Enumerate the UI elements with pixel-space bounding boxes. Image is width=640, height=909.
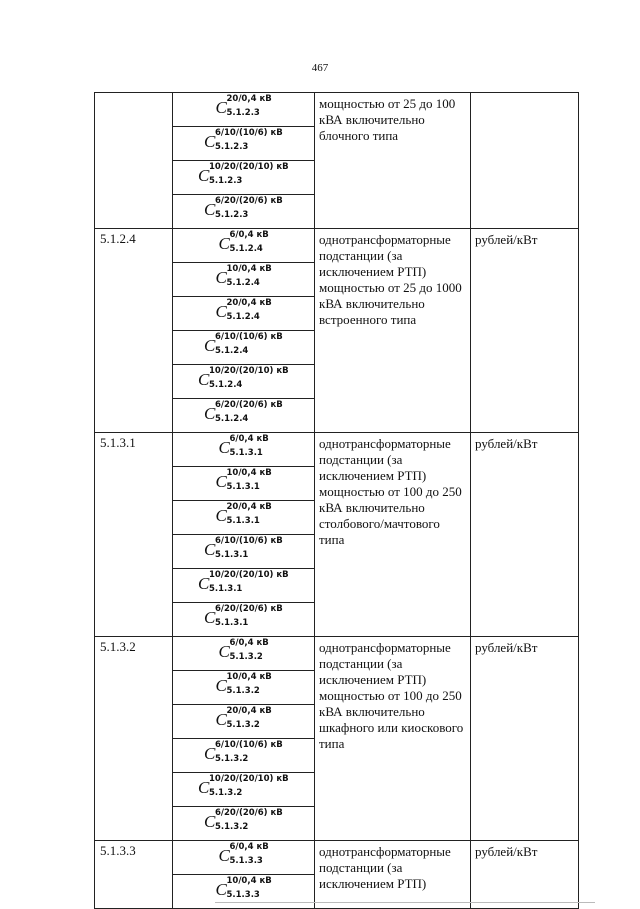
rate-symbol <box>175 127 313 155</box>
symbol-letter: C <box>218 234 230 253</box>
table-row <box>95 637 579 671</box>
rate-symbol-cell <box>173 195 315 229</box>
symbol-letter: C <box>215 710 227 729</box>
rate-symbol-cell <box>173 229 315 263</box>
symbol-superscript: 10/20/(20/10) кВ <box>209 570 289 580</box>
table-row <box>95 229 579 263</box>
symbol-subscript: 5.1.3.2 <box>215 754 249 764</box>
rate-symbol <box>175 433 313 461</box>
rate-symbol-cell <box>173 161 315 195</box>
symbol-subscript: 5.1.2.4 <box>215 346 249 356</box>
symbol-superscript: 6/20/(20/6) кВ <box>215 196 283 206</box>
rate-symbol-cell <box>173 127 315 161</box>
rate-symbol-cell <box>173 297 315 331</box>
rate-symbol <box>175 365 313 393</box>
symbol-subscript: 5.1.3.1 <box>215 550 249 560</box>
rate-symbol <box>175 569 313 597</box>
table-row <box>95 841 579 875</box>
symbol-letter: C <box>218 846 230 865</box>
symbol-subscript: 5.1.2.4 <box>215 414 249 424</box>
symbol-subscript: 5.1.3.2 <box>215 822 249 832</box>
rate-symbol-cell <box>173 739 315 773</box>
rate-symbol <box>175 875 313 903</box>
rate-symbol-cell <box>173 569 315 603</box>
item-code: 5.1.3.2 <box>95 637 173 841</box>
symbol-letter: C <box>215 506 227 525</box>
rate-symbol <box>175 263 313 291</box>
item-code <box>95 93 173 229</box>
symbol-superscript: 10/0,4 кВ <box>226 672 272 682</box>
symbol-letter: C <box>215 676 227 695</box>
rate-symbol-cell <box>173 433 315 467</box>
rate-symbol <box>175 705 313 733</box>
rate-symbol-cell <box>173 399 315 433</box>
symbol-subscript: 5.1.2.4 <box>226 278 260 288</box>
item-unit <box>471 93 579 229</box>
rate-symbol-cell <box>173 875 315 909</box>
item-description: мощностью от 25 до 100 кВА включительно блочного типа <box>315 93 471 229</box>
rate-symbol-cell <box>173 671 315 705</box>
item-code: 5.1.2.4 <box>95 229 173 433</box>
rate-symbol-cell <box>173 535 315 569</box>
symbol-letter: C <box>215 268 227 287</box>
rate-symbol-cell <box>173 841 315 875</box>
symbol-subscript: 5.1.3.2 <box>229 652 263 662</box>
item-description: однотрансформаторные подстанции (за исключением РТП) мощностью от 25 до 1000 кВА включительно встроенного типа <box>315 229 471 433</box>
symbol-subscript: 5.1.2.3 <box>226 108 260 118</box>
symbol-subscript: 5.1.2.3 <box>209 176 243 186</box>
rate-symbol-cell <box>173 773 315 807</box>
symbol-superscript: 6/20/(20/6) кВ <box>215 808 283 818</box>
rate-symbol <box>175 807 313 835</box>
symbol-letter: C <box>204 812 216 831</box>
rate-symbol <box>175 841 313 869</box>
symbol-letter: C <box>198 166 210 185</box>
symbol-subscript: 5.1.2.4 <box>209 380 243 390</box>
rate-symbol <box>175 93 313 121</box>
symbol-subscript: 5.1.2.4 <box>226 312 260 322</box>
symbol-superscript: 10/0,4 кВ <box>226 264 272 274</box>
symbol-subscript: 5.1.2.3 <box>215 142 249 152</box>
symbol-superscript: 6/0,4 кВ <box>229 842 269 852</box>
symbol-subscript: 5.1.3.1 <box>226 482 260 492</box>
symbol-letter: C <box>204 608 216 627</box>
symbol-superscript: 6/10/(10/6) кВ <box>215 740 283 750</box>
symbol-letter: C <box>204 744 216 763</box>
symbol-letter: C <box>204 404 216 423</box>
rate-symbol-cell <box>173 93 315 127</box>
symbol-letter: C <box>218 438 230 457</box>
symbol-superscript: 20/0,4 кВ <box>226 502 272 512</box>
item-code: 5.1.3.1 <box>95 433 173 637</box>
symbol-superscript: 20/0,4 кВ <box>226 706 272 716</box>
rate-symbol <box>175 671 313 699</box>
symbol-subscript: 5.1.3.1 <box>209 584 243 594</box>
item-description: однотрансформаторные подстанции (за исключением РТП) мощностью от 100 до 250 кВА включительно столбового/мачтового типа <box>315 433 471 637</box>
symbol-subscript: 5.1.3.1 <box>226 516 260 526</box>
item-unit: рублей/кВт <box>471 841 579 909</box>
rate-symbol <box>175 739 313 767</box>
symbol-subscript: 5.1.2.3 <box>215 210 249 220</box>
symbol-letter: C <box>198 778 210 797</box>
item-unit: рублей/кВт <box>471 637 579 841</box>
rate-symbol-cell <box>173 603 315 637</box>
symbol-superscript: 20/0,4 кВ <box>226 94 272 104</box>
symbol-subscript: 5.1.3.1 <box>215 618 249 628</box>
symbol-subscript: 5.1.3.2 <box>226 686 260 696</box>
rate-symbol-cell <box>173 501 315 535</box>
symbol-letter: C <box>215 472 227 491</box>
rate-symbol <box>175 399 313 427</box>
rate-symbol-cell <box>173 365 315 399</box>
page-number: 467 <box>311 62 329 74</box>
item-code: 5.1.3.3 <box>95 841 173 909</box>
rate-symbol-cell <box>173 807 315 841</box>
rate-symbol <box>175 229 313 257</box>
symbol-superscript: 6/0,4 кВ <box>229 230 269 240</box>
item-description: однотрансформаторные подстанции (за исключением РТП) <box>315 841 471 909</box>
symbol-letter: C <box>198 574 210 593</box>
rate-symbol <box>175 603 313 631</box>
rate-symbol <box>175 637 313 665</box>
symbol-letter: C <box>204 132 216 151</box>
table-row <box>95 433 579 467</box>
item-description: однотрансформаторные подстанции (за исключением РТП) мощностью от 100 до 250 кВА включительно шкафного или киоскового типа <box>315 637 471 841</box>
rate-symbol <box>175 773 313 801</box>
symbol-superscript: 6/10/(10/6) кВ <box>215 128 283 138</box>
symbol-superscript: 10/20/(20/10) кВ <box>209 774 289 784</box>
symbol-superscript: 10/20/(20/10) кВ <box>209 162 289 172</box>
symbol-letter: C <box>215 98 227 117</box>
rate-symbol <box>175 297 313 325</box>
rate-symbol-cell <box>173 637 315 671</box>
rate-symbol-cell <box>173 331 315 365</box>
symbol-subscript: 5.1.3.2 <box>209 788 243 798</box>
symbol-superscript: 6/0,4 кВ <box>229 434 269 444</box>
symbol-subscript: 5.1.3.3 <box>226 890 260 900</box>
scan-edge-line <box>215 902 595 903</box>
symbol-superscript: 6/10/(10/6) кВ <box>215 536 283 546</box>
symbol-superscript: 20/0,4 кВ <box>226 298 272 308</box>
symbol-superscript: 6/20/(20/6) кВ <box>215 400 283 410</box>
symbol-letter: C <box>204 540 216 559</box>
item-unit: рублей/кВт <box>471 229 579 433</box>
rate-symbol <box>175 195 313 223</box>
rate-symbol-cell <box>173 705 315 739</box>
rate-symbol <box>175 331 313 359</box>
symbol-letter: C <box>204 200 216 219</box>
symbol-superscript: 10/20/(20/10) кВ <box>209 366 289 376</box>
symbol-letter: C <box>215 880 227 899</box>
symbol-letter: C <box>198 370 210 389</box>
item-unit: рублей/кВт <box>471 433 579 637</box>
rate-symbol <box>175 467 313 495</box>
symbol-subscript: 5.1.2.4 <box>229 244 263 254</box>
symbol-superscript: 6/0,4 кВ <box>229 638 269 648</box>
symbol-letter: C <box>204 336 216 355</box>
symbol-subscript: 5.1.3.2 <box>226 720 260 730</box>
table-row <box>95 93 579 127</box>
symbol-letter: C <box>215 302 227 321</box>
tariff-table <box>94 92 579 909</box>
symbol-subscript: 5.1.3.3 <box>229 856 263 866</box>
rate-symbol-cell <box>173 263 315 297</box>
rate-symbol-cell <box>173 467 315 501</box>
symbol-letter: C <box>218 642 230 661</box>
symbol-superscript: 6/10/(10/6) кВ <box>215 332 283 342</box>
symbol-superscript: 10/0,4 кВ <box>226 468 272 478</box>
rate-symbol <box>175 501 313 529</box>
rate-symbol <box>175 161 313 189</box>
rate-symbol <box>175 535 313 563</box>
symbol-subscript: 5.1.3.1 <box>229 448 263 458</box>
symbol-superscript: 10/0,4 кВ <box>226 876 272 886</box>
symbol-superscript: 6/20/(20/6) кВ <box>215 604 283 614</box>
